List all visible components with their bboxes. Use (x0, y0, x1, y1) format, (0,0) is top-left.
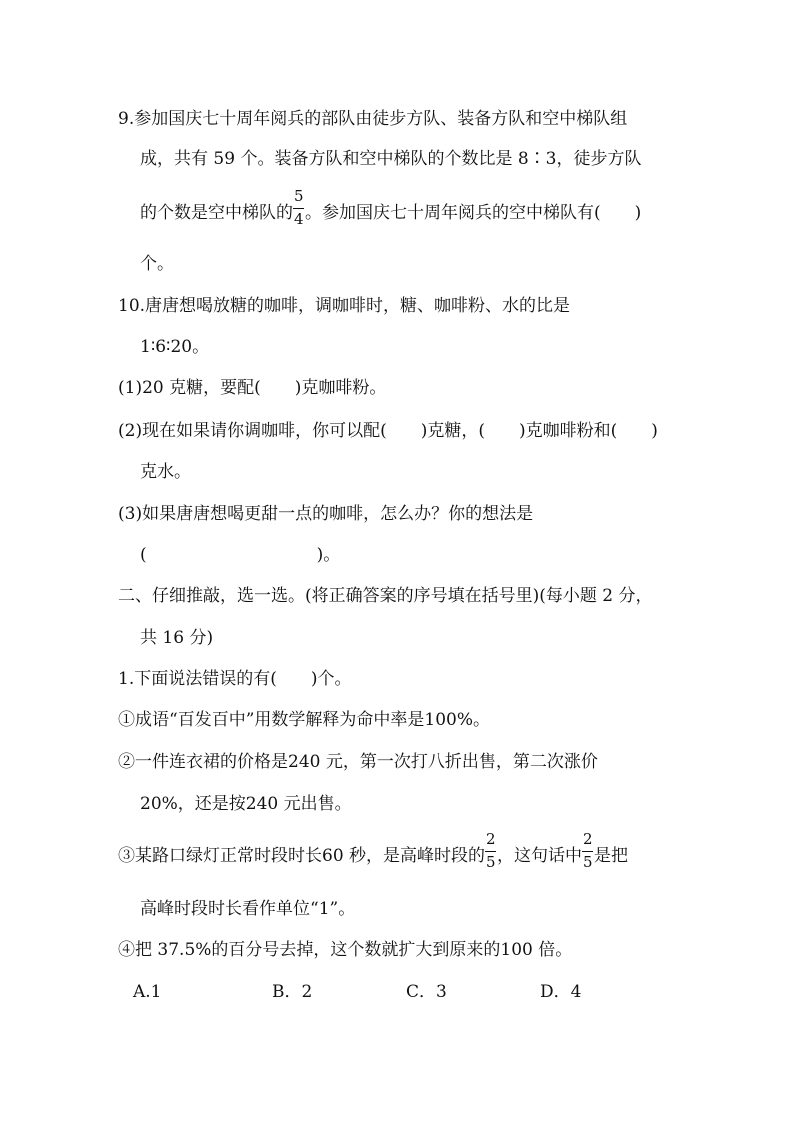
fraction-bar (582, 851, 593, 852)
q9-line-3-text-b: 。参加国庆七十周年阅兵的空中梯队有( ) (305, 203, 642, 223)
q10-sub-1: (1)20 克糖，要配( )克咖啡粉。 (118, 378, 387, 398)
q10-sub-3-answer: ( )。 (140, 545, 341, 565)
fraction-denominator: 5 (486, 853, 496, 871)
s2q1-stem: 1.下面说法错误的有( )个。 (118, 669, 352, 689)
s2q1-item-2: ②一件连衣裙的价格是240 元，第一次打八折出售，第二次涨价 (118, 752, 598, 772)
q9-line-4: 个。 (140, 254, 174, 274)
q9-fraction (293, 187, 305, 228)
fraction-numerator: 2 (486, 830, 496, 848)
q10-sub-2: (2)现在如果请你调咖啡，你可以配( )克糖，( )克咖啡粉和( ) (118, 421, 658, 441)
q9-fraction-denominator: 4 (294, 210, 304, 228)
s2q1-item-3-text-c: 是把 (594, 846, 629, 866)
fraction-numerator: 2 (583, 830, 593, 848)
s2q1-item-1: ①成语“百发百中”用数学解释为命中率是100%。 (118, 710, 490, 730)
q9-line-3 (140, 187, 642, 228)
s2q1-item-4: ④把 37.5%的百分号去掉，这个数就扩大到原来的100 倍。 (118, 940, 573, 960)
q9-fraction-numerator: 5 (294, 187, 304, 205)
fraction-bar (485, 851, 496, 852)
fraction-bar (293, 208, 304, 209)
s2q1-item-3-fraction-1 (485, 830, 497, 871)
q9-line-3-text-a: 的个数是空中梯队的 (140, 203, 293, 223)
q10-sub-2-continued: 克水。 (140, 462, 191, 482)
q10-line-2: 1∶6∶20。 (140, 337, 210, 357)
option-b: B．2 (272, 982, 313, 1002)
option-a: A.1 (133, 982, 162, 1002)
s2q1-item-3-text-a: ③某路口绿灯正常时段时长60 秒，是高峰时段的 (118, 846, 486, 866)
s2q1-item-3-continued: 高峰时段时长看作单位“1”。 (140, 899, 356, 919)
section-2-title: 二、仔细推敲，选一选。(将正确答案的序号填在括号里)(每小题 2 分， (118, 586, 653, 606)
section-2-title-continued: 共 16 分) (140, 628, 214, 648)
s2q1-item-3 (118, 830, 629, 871)
q10-line-1: 10.唐唐想喝放糖的咖啡，调咖啡时，糖、咖啡粉、水的比是 (118, 296, 571, 316)
fraction-denominator: 5 (583, 853, 593, 871)
option-c: C．3 (406, 982, 447, 1002)
s2q1-item-2-continued: 20%，还是按240 元出售。 (140, 794, 352, 814)
q9-line-2: 成，共有 59 个。装备方队和空中梯队的个数比是 8∶3，徒步方队 (140, 149, 642, 169)
q10-sub-3: (3)如果唐唐想喝更甜一点的咖啡，怎么办？你的想法是 (118, 504, 534, 524)
q9-line-1: 9.参加国庆七十周年阅兵的部队由徒步方队、装备方队和空中梯队组 (118, 109, 628, 129)
s2q1-item-3-fraction-2 (582, 830, 594, 871)
option-d: D．4 (540, 982, 582, 1002)
s2q1-item-3-text-b: ，这句话中 (497, 846, 583, 866)
